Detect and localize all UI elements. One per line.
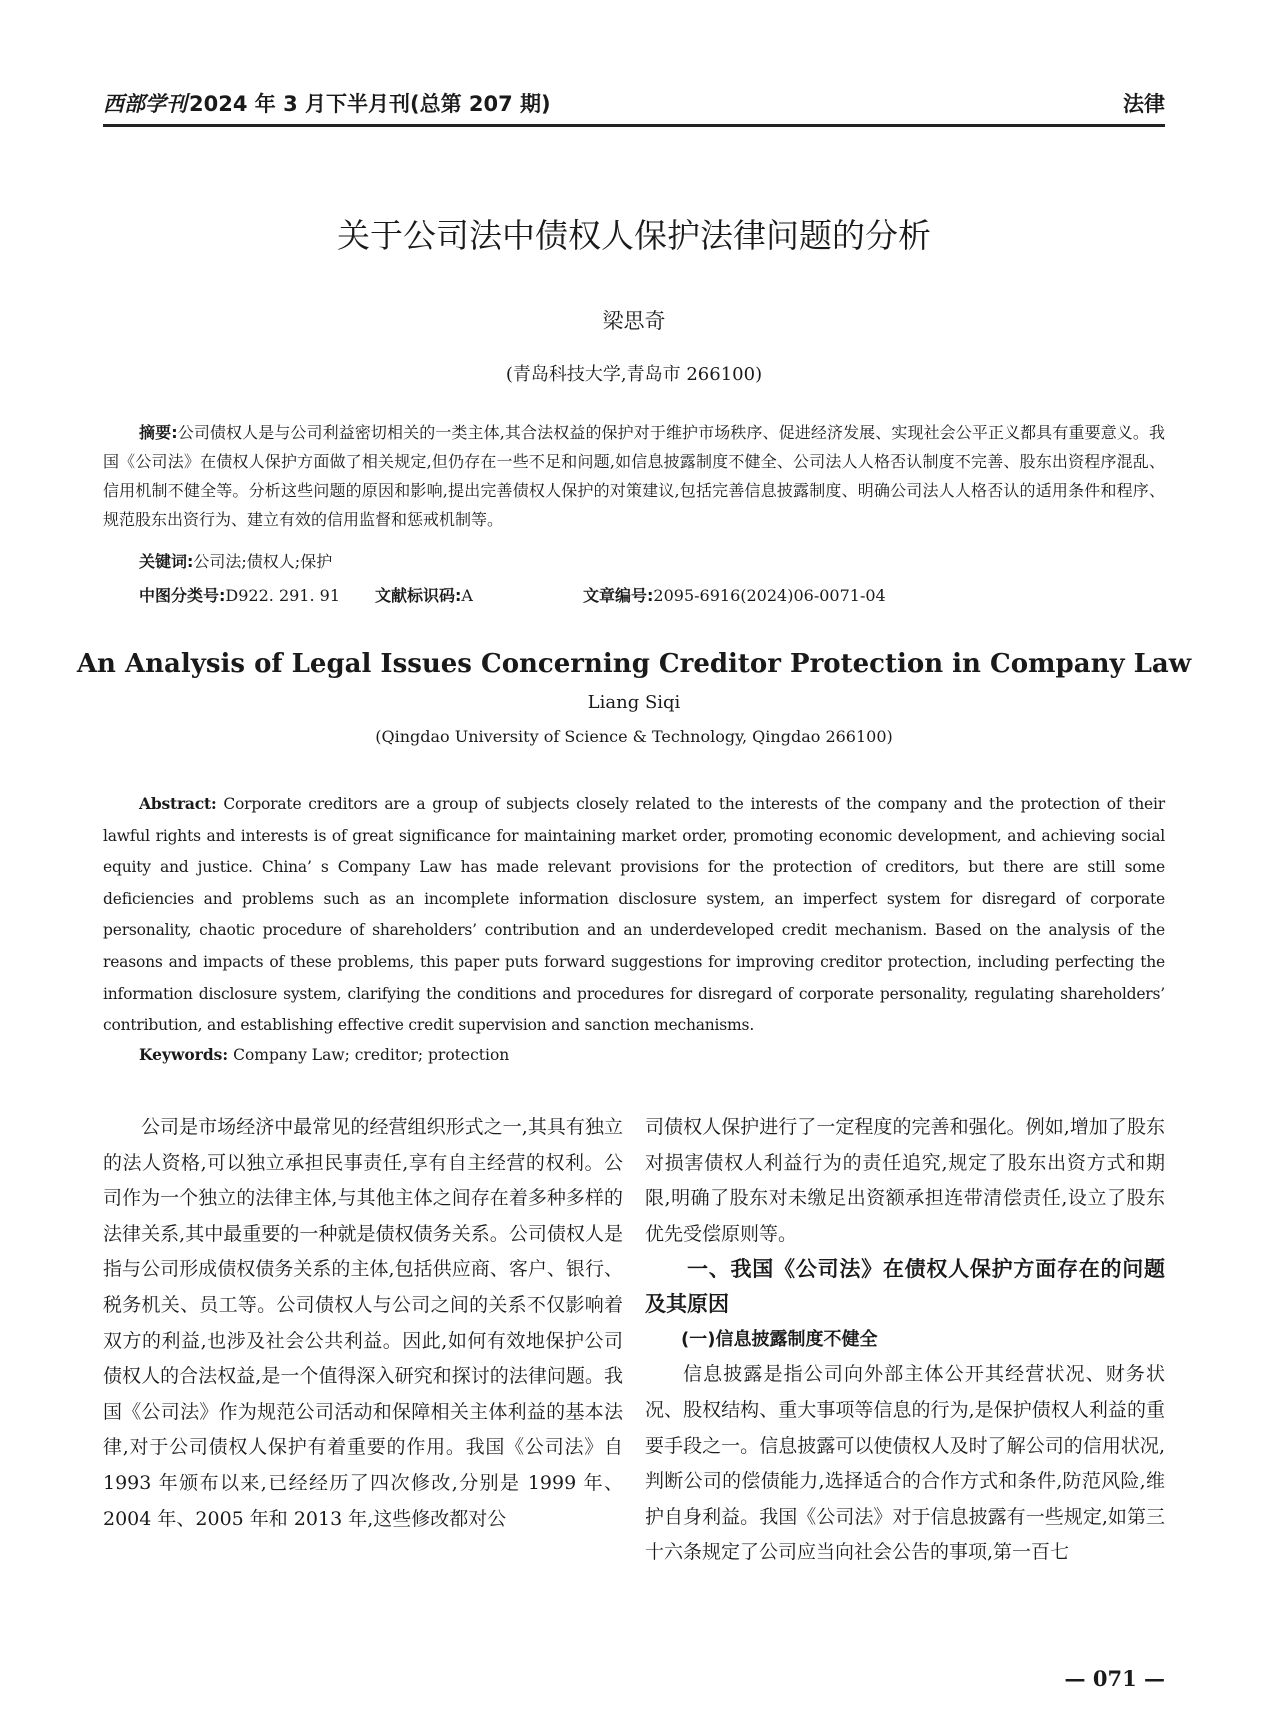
- body-paragraph: 信息披露是指公司向外部主体公开其经营状况、财务状况、股权结构、重大事项等信息的行为,是保护债权人利益的重要手段之一。信息披露可以使债权人及时了解公司的信用状况,判断公司的偿债能力,选择适合的合作方式和条件,防范风险,维护自身利益。我国《公司法》对于信息披露有一些规定,如第三十六条规定了公司应当向社会公告的事项,第一百七: [645, 1363, 1165, 1564]
- document-code: [375, 583, 473, 606]
- affiliation-chinese: (青岛科技大学,青岛市 266100): [505, 364, 763, 385]
- keywords-text-zh: 公司法;债权人;保护: [193, 552, 333, 571]
- author-english: Liang Siqi: [587, 692, 681, 713]
- article-number: [583, 583, 886, 606]
- abstract-text-en: Corporate creditors are a group of subjects closely related to the interests of the company and the protection of their lawful rights and interests is of great significance for maintaining market order, promoting economic development, and achieving social equity and justice. China’ s Company Law has made relevant provisions for the protection of creditors, but there are still some deficiencies and problems such as an incomplete information disclosure system, an imperfect system for disregard of corporate personality, chaotic procedure of shareholders’ contribution and an underdeveloped credit mechanism. Based on the analysis of the reasons and impacts of these problems, this paper puts forward suggestions for improving creditor protection, including perfecting the information disclosure system, clarifying the conditions and procedures for disregard of corporate personality, regulating shareholders’ contribution, and establishing effective credit supervision and sanction mechanisms.: [103, 795, 1165, 1035]
- doc-value: A: [461, 586, 473, 605]
- article-value: 2095-6916(2024)06-0071-04: [653, 586, 886, 605]
- keywords-english: [139, 1045, 509, 1064]
- doc-label: 文献标识码:: [375, 586, 462, 605]
- body-column-right: [645, 1110, 1165, 1571]
- subsection-heading: (一)信息披露制度不健全: [681, 1329, 878, 1351]
- keywords-chinese: [139, 549, 332, 572]
- page-number: — 071 —: [1064, 1666, 1165, 1691]
- title-chinese: 关于公司法中债权人保护法律问题的分析: [337, 216, 931, 255]
- abstract-label-en: Abstract:: [139, 794, 217, 813]
- section-heading: 一、我国《公司法》在债权人保护方面存在的问题及其原因: [645, 1257, 1165, 1317]
- abstract-label-zh: 摘要:: [139, 423, 178, 442]
- title-english: An Analysis of Legal Issues Concerning Creditor Protection in Company Law: [76, 649, 1192, 679]
- journal-logo: 西部学刊: [103, 91, 187, 116]
- body-column-left: [103, 1110, 623, 1537]
- body-paragraph-continued: 司债权人保护进行了一定程度的完善和强化。例如,增加了股东对损害债权人利益行为的责任追究,规定了股东出资方式和期限,明确了股东对未缴足出资额承担连带清偿责任,设立了股东优先受偿原则等。: [645, 1116, 1165, 1245]
- keywords-label-en: Keywords:: [139, 1045, 229, 1064]
- page-header: [103, 88, 1165, 122]
- keywords-text-en: Company Law; creditor; protection: [233, 1046, 510, 1064]
- clc-label: 中图分类号:: [139, 586, 226, 605]
- clc-value: D922. 291. 91: [225, 586, 341, 605]
- header-rule: [103, 124, 1165, 127]
- body-paragraph: 公司是市场经济中最常见的经营组织形式之一,其具有独立的法人资格,可以独立承担民事责任,享有自主经营的权利。公司作为一个独立的法律主体,与其他主体之间存在着多种多样的法律关系,其中最重要的一种就是债权债务关系。公司债权人是指与公司形成债权债务关系的主体,包括供应商、客户、银行、税务机关、员工等。公司债权人与公司之间的关系不仅影响着双方的利益,也涉及社会公共利益。因此,如何有效地保护公司债权人的合法权益,是一个值得深入研究和探讨的法律问题。我国《公司法》作为规范公司活动和保障相关主体利益的基本法律,对于公司债权人保护有着重要的作用。我国《公司法》自 1993 年颁布以来,已经经历了四次修改,分别是 1999 年、2004 年、2005 年和 2013 年,这些修改都对公: [103, 1116, 623, 1530]
- author-chinese: 梁思奇: [602, 309, 666, 333]
- issue-info: 2024 年 3 月下半月刊(总第 207 期): [189, 92, 551, 116]
- abstract-english: [103, 788, 1165, 1042]
- journal-issue: [103, 88, 551, 118]
- section-label: 法律: [1123, 92, 1165, 116]
- affiliation-english: (Qingdao University of Science & Technology, Qingdao 266100): [375, 727, 893, 746]
- clc-number: [139, 583, 340, 606]
- abstract-chinese: [103, 418, 1165, 534]
- keywords-label-zh: 关键词:: [139, 552, 194, 571]
- abstract-text-zh: 公司债权人是与公司利益密切相关的一类主体,其合法权益的保护对于维护市场秩序、促进经济发展、实现社会公平正义都具有重要意义。我国《公司法》在债权人保护方面做了相关规定,但仍存在一些不足和问题,如信息披露制度不健全、公司法人人格否认制度不完善、股东出资程序混乱、信用机制不健全等。分析这些问题的原因和影响,提出完善债权人保护的对策建议,包括完善信息披露制度、明确公司法人人格否认的适用条件和程序、规范股东出资行为、建立有效的信用监督和惩戒机制等。: [103, 423, 1165, 529]
- article-label: 文章编号:: [583, 586, 654, 605]
